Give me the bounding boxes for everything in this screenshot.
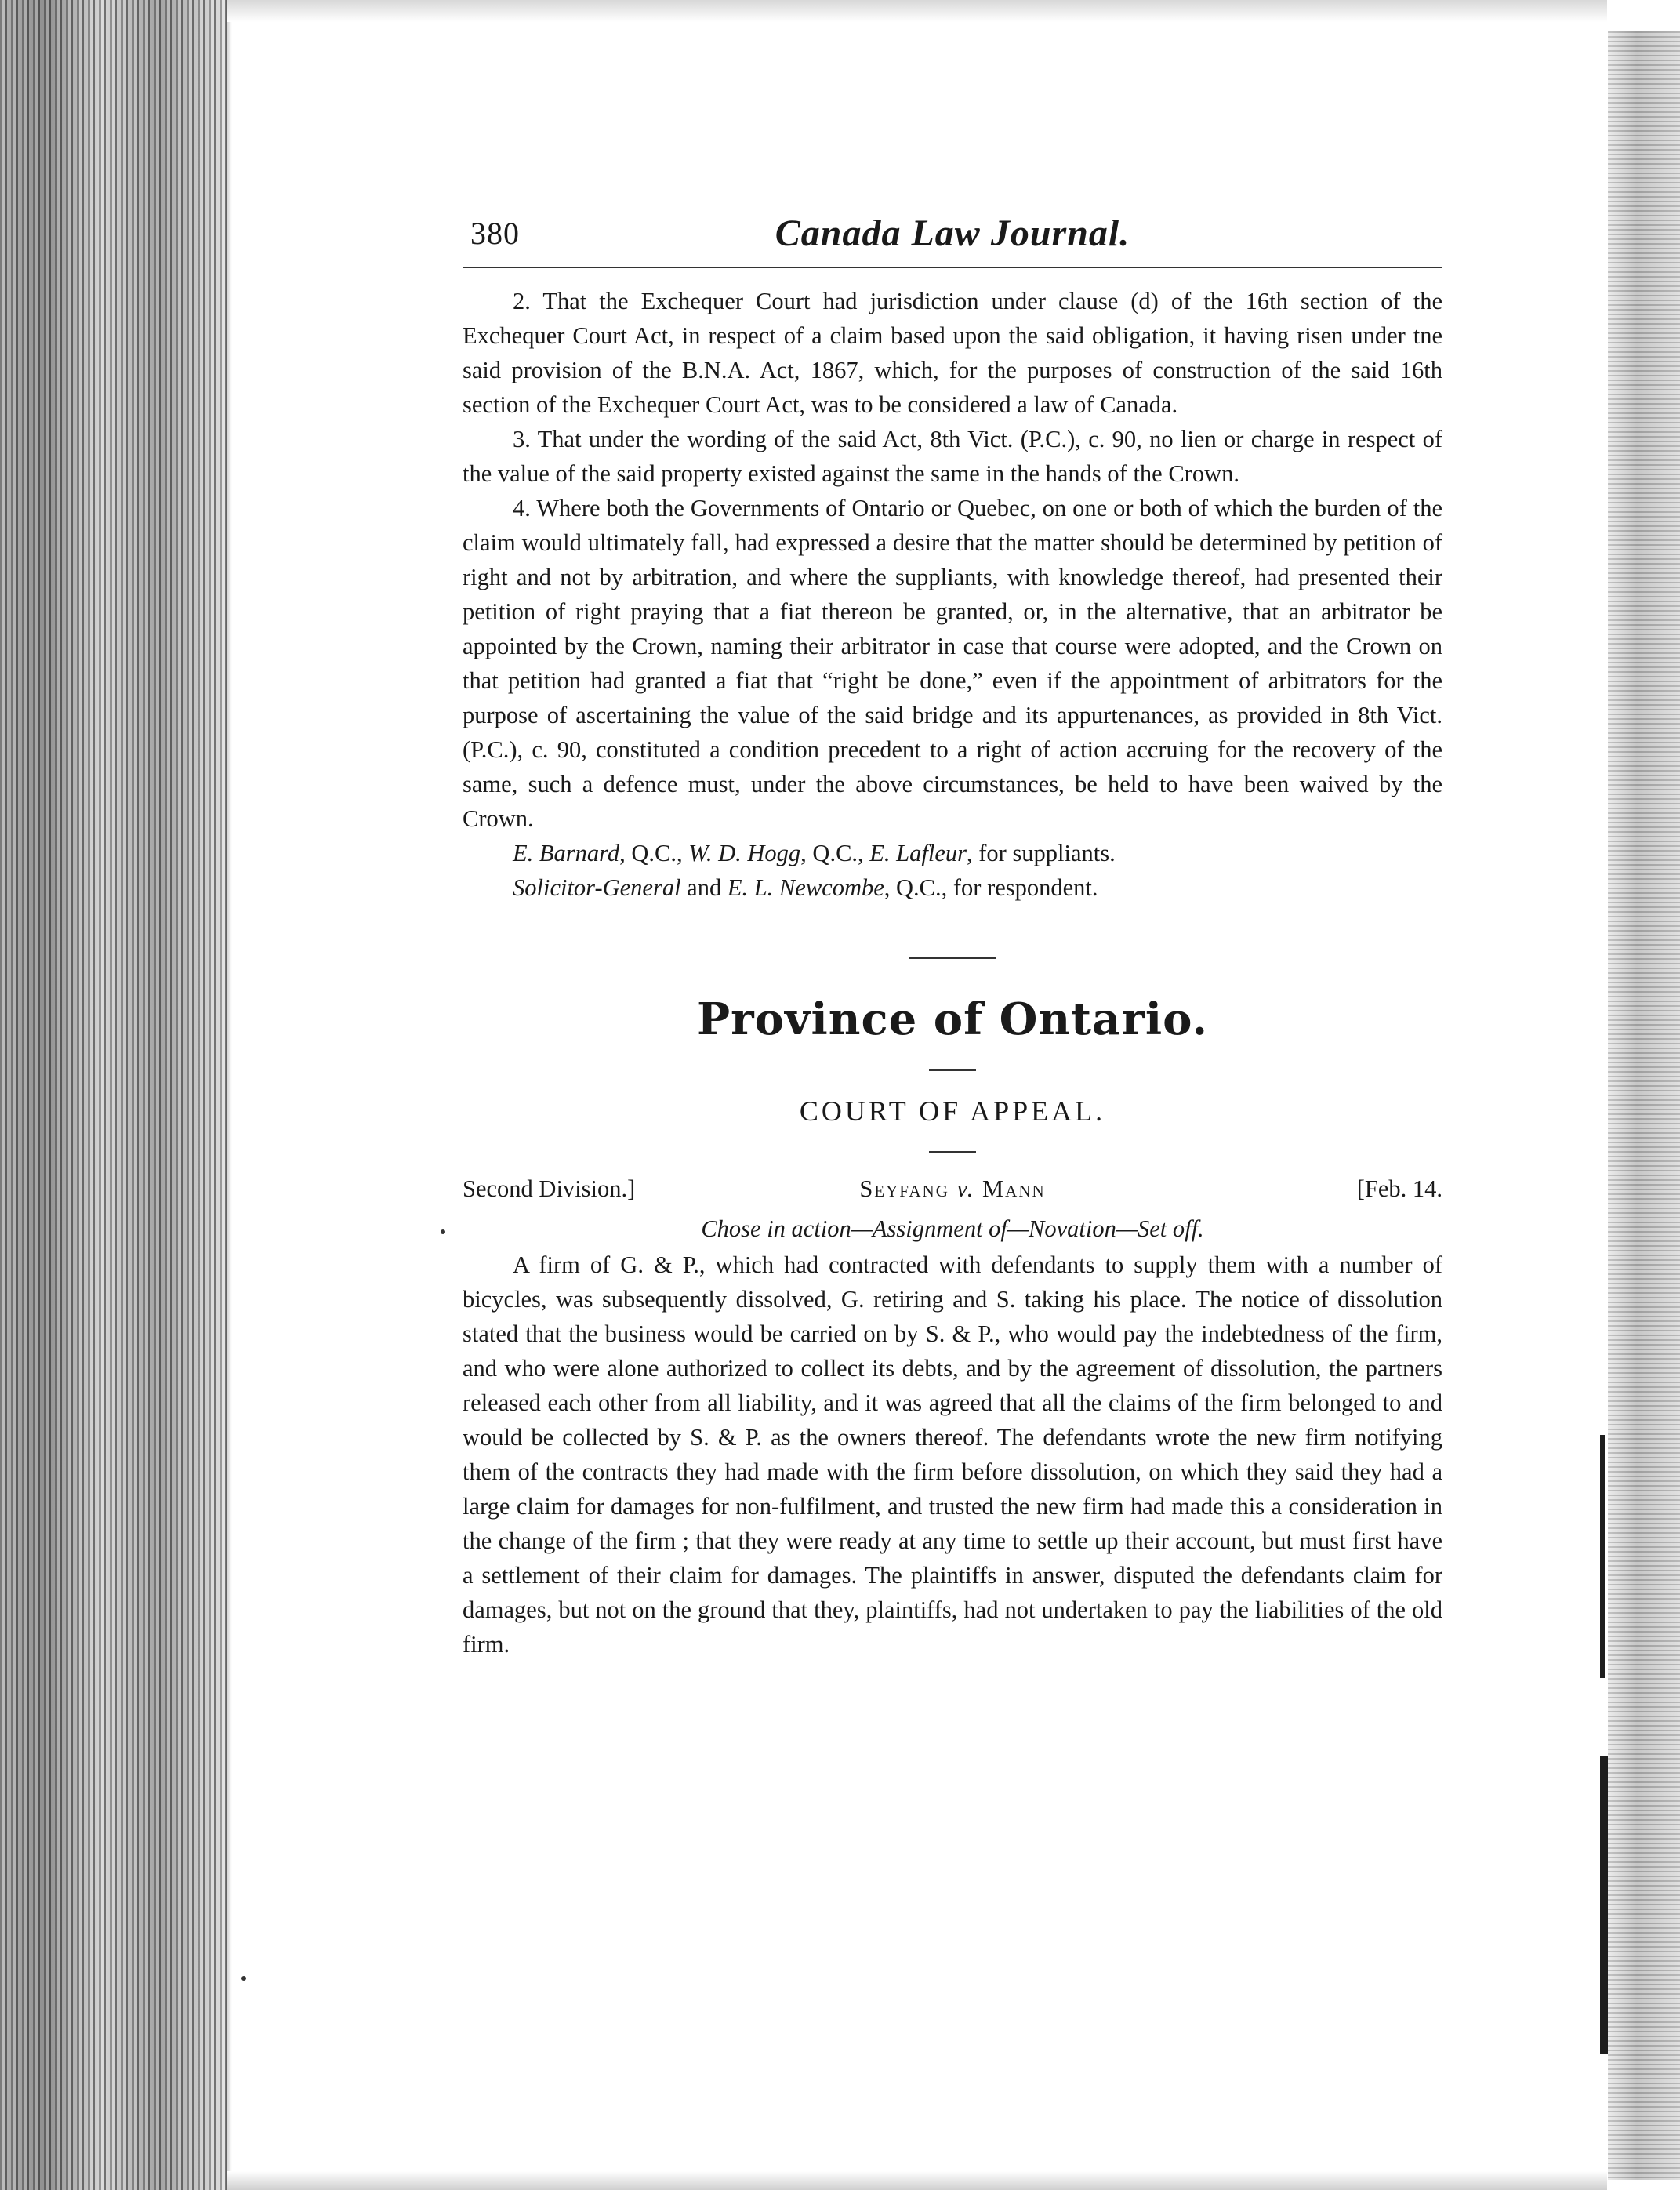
versus-mark: v. [956,1175,975,1202]
margin-speck [441,1229,445,1234]
case-date: [Feb. 14. [1356,1175,1442,1202]
holdings-section [463,284,1442,905]
counsel-suppliants [463,836,1442,870]
counsel-name: W. D. Hogg [688,840,801,866]
journal-title: Canada Law Journal. [775,212,1130,254]
section-divider [909,957,996,959]
counsel-separator: , Q.C., [619,840,689,866]
counsel-role: , Q.C., for respondent. [884,874,1098,901]
plaintiff-name: Seyfang [859,1175,949,1202]
holding-paragraph: 4. Where both the Governments of Ontario or Quebec, on one or both of which the burden of the claim would ultimately fall, had expressed a desire that the matter should be determined by petition of right and not by arbitration, and where the suppliants, with knowledge thereof, had presented their petition of right praying that a fiat thereon be granted, or, in the alternative, that an arbitrator be appointed by the Crown, naming their arbitrator in case that course were adopted, and the Crown on that petition had granted a fiat that “right be done,” even if the appointment of arbitrators for the purpose of ascertaining the value of the said bridge and its appurtenances, as provided in 8th Vict. (P.C.), c. 90, constituted a condition precedent to a right of action accruing for the recovery of the same, such a defence must, under the above circumstances, be held to have been waived by the Crown. [463,495,1442,832]
scan-binding-edge [0,0,227,2190]
margin-speck [241,1976,246,1981]
scan-bottom-edge [227,2171,1607,2190]
scan-top-edge [227,0,1607,22]
headnote-title: Chose in action—Assignment of—Novation—Set off. [701,1215,1204,1242]
case-caption [463,1175,1442,1210]
page [463,212,1442,1662]
counsel-respondent [463,870,1442,905]
scan-right-edge [1608,31,1680,2180]
counsel-name: Solicitor-General [513,874,681,901]
counsel-name: E. Lafleur [869,840,967,866]
court-heading: COURT OF APPEAL. [799,1095,1106,1127]
headnote-section [463,1248,1442,1662]
counsel-role: , for suppliants. [967,840,1116,866]
section-heading-province: Province of Ontario. [697,993,1208,1045]
holding-paragraph: 3. That under the wording of the said Act, 8th Vict. (P.C.), c. 90, no lien or charge in respect of the value of the said property existed against the same in the hands of the Crown. [463,426,1442,487]
counsel-name: E. Barnard [513,840,620,866]
heading-divider [929,1069,976,1071]
holding-paragraph: 2. That the Exchequer Court had jurisdiction under clause (d) of the 16th section of the Exchequer Court Act, in respect of a claim based upon the said obligation, it having risen under tne said provision of the B.N.A. Act, 1867, which, for the purposes of construction of the said 16th section of the Exchequer Court Act, was to be considered a law of Canada. [463,288,1442,418]
counsel-name: E. L. Newcombe [727,874,884,901]
defendant-name: Mann [982,1175,1046,1202]
case-parties [463,1175,1442,1203]
page-number: 380 [470,216,520,251]
counsel-separator: , Q.C., [800,840,870,866]
heading-divider [929,1151,976,1153]
scan-right-shadow [1600,1435,1605,1678]
spacer [463,905,1442,957]
running-head [463,212,1442,268]
case-division: Second Division.] [463,1175,636,1202]
headnote-paragraph: A firm of G. & P., which had contracted with defendants to supply them with a number of bicycles, was subsequently dissolved, G. retiring and S. taking his place. The notice of dissolution stated that the business would be carried on by S. & P., who would pay the indebtedness of the firm, and who were alone authorized to collect its debts, and by the agreement of dissolution, the partners released each other from all liability, and it was agreed that all the claims of the firm belonged to and would be collected by S. & P. as the owners thereof. The defendants wrote the new firm notifying them of the contracts they had made with the firm before dissolution, on which they said they had a large claim for damages for non-fulfilment, and trusted the new firm had made this a consideration in the change of the firm ; that they were ready at any time to settle up their account, but must first have a settlement of their claim for damages. The plaintiffs in answer, disputed the defendants claim for damages, but not on the ground that they, plaintiffs, had not undertaken to pay the liabilities of the old firm. [463,1251,1442,1658]
scan-right-shadow [1600,1756,1608,2054]
counsel-separator: and [680,874,728,901]
